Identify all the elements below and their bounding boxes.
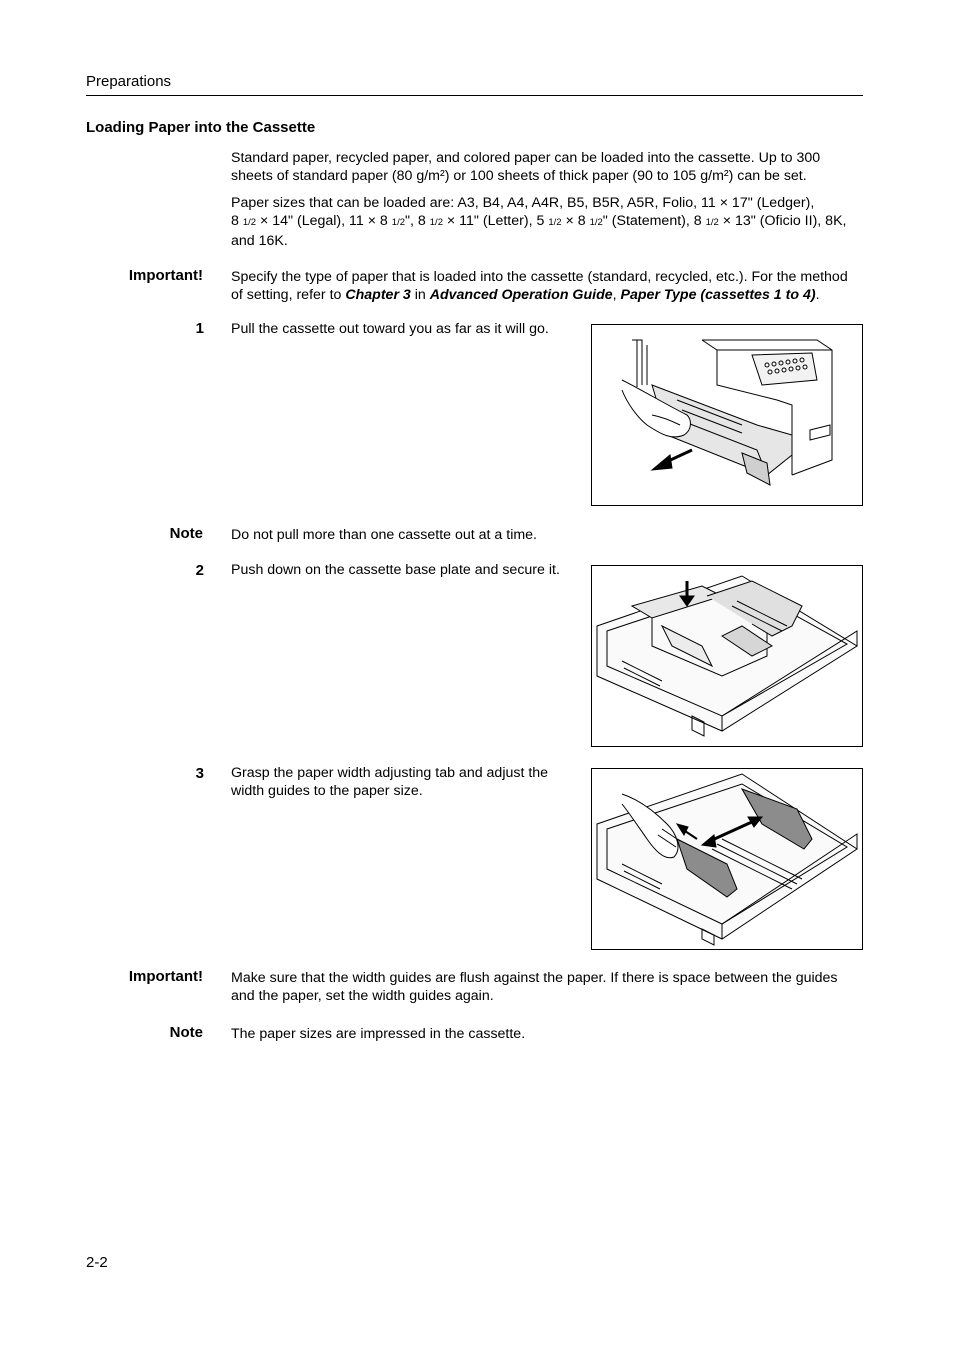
note-text-2: The paper sizes are impressed in the cassette. — [231, 1026, 526, 1042]
figure-width-guides — [591, 768, 863, 950]
figure-base-plate — [591, 565, 863, 747]
paper-sizes-paragraph: Paper sizes that can be loaded are: A3, B4, A4, A4R, B5, B5R, A5R, Folio, 11 × 17" (Ledger), 8 1/2 × 14" (Legal), 11 × 8 1/2", 8 1/2 × 11" (Letter), 5 1/2 × 8 1/2" (Statement), 8 1/2 × 13" (Oficio II), 8K, and 16K. — [231, 195, 847, 249]
section-reference: Paper Type (cassettes 1 to 4) — [620, 287, 816, 303]
step-text-3: Grasp the paper width adjusting tab and adjust the width guides to the paper size. — [231, 765, 549, 799]
note-text: Do not pull more than one cassette out at a time. — [231, 527, 537, 543]
note-label: Note — [169, 525, 203, 542]
step-number-1: 1 — [195, 320, 204, 337]
chapter-reference: Chapter 3 — [345, 287, 411, 303]
guide-reference: Advanced Operation Guide — [429, 287, 613, 303]
step-number-2: 2 — [195, 562, 204, 579]
intro-paragraph: Standard paper, recycled paper, and colored paper can be loaded into the cassette. Up to 300 sheets of standard paper (80 g/m²) or 100 sheets of thick paper (90 to 105 g/m²) can be set. — [231, 150, 821, 184]
note-label-2: Note — [169, 1024, 203, 1041]
page-number: 2-2 — [86, 1254, 108, 1271]
step-text-1: Pull the cassette out toward you as far as it will go. — [231, 321, 549, 337]
step-number-3: 3 — [195, 765, 204, 782]
running-header: Preparations — [86, 73, 172, 90]
header-rule — [86, 95, 863, 96]
section-title: Loading Paper into the Cassette — [86, 119, 316, 136]
important-label-2: Important! — [128, 968, 203, 985]
important-text: Specify the type of paper that is loaded into the cassette (standard, recycled, etc.). For the method of setting, refer to Chapter 3 in Advanced Operation Guide, Paper Type (cassettes 1 to 4). — [231, 269, 848, 303]
step-text-2: Push down on the cassette base plate and secure it. — [231, 562, 560, 578]
important-label: Important! — [128, 267, 203, 284]
important-text-2: Make sure that the width guides are flush against the paper. If there is space between the guides and the paper, set the width guides again. — [231, 970, 838, 1004]
figure-pull-cassette — [591, 324, 863, 506]
